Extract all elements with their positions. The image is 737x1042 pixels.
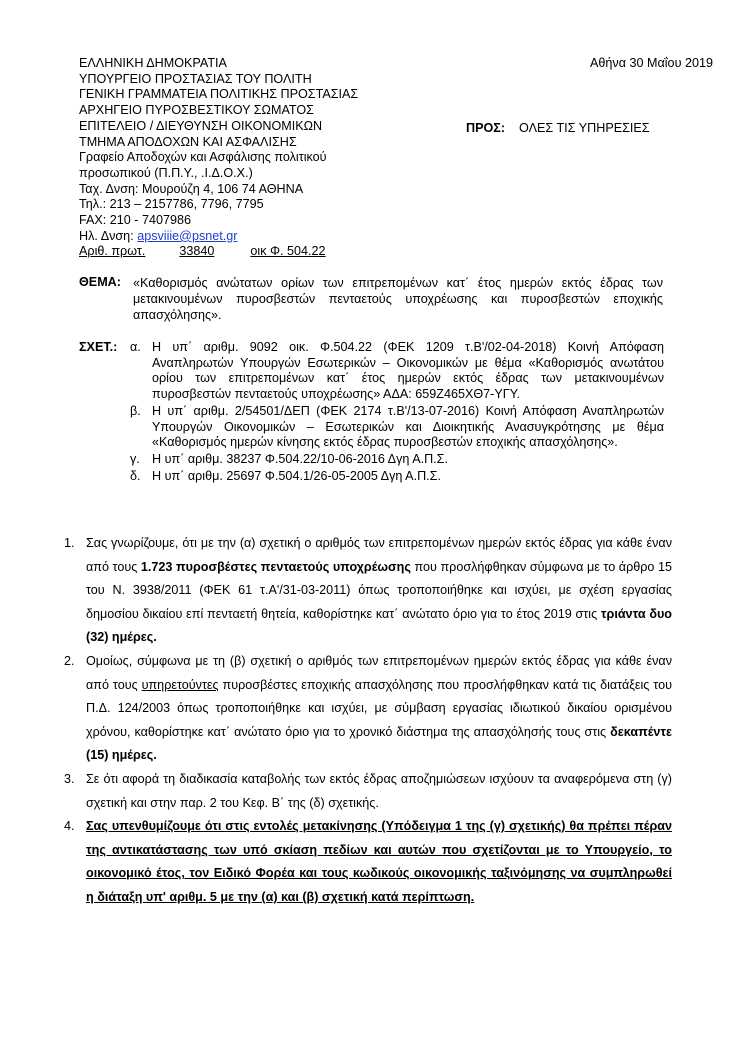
- email-label: Ηλ. Δνση:: [79, 228, 134, 243]
- protocol-label: Αριθ. πρωτ.: [79, 244, 146, 259]
- recipient-block: [466, 121, 650, 135]
- emphasis-text: 1.723 πυροσβέστες πενταετούς υποχρέωσης: [140, 559, 411, 574]
- recipient-label: ΠΡΟΣ:: [466, 121, 506, 135]
- subject-text: «Καθορισμός ανώτατων ορίων των επιτρεπομένων κατ΄ έτος ημερών εκτός έδρας των μετακινουμένων πυροσβεστών πενταετούς υποχρέωσης και πυροσβεστών εποχικής απασχόλησης».: [133, 276, 663, 322]
- sender-line: ΕΛΛΗΝΙΚΗ ΔΗΜΟΚΡΑΤΙΑ: [79, 56, 227, 70]
- reference-text: Η υπ΄ αριθμ. 25697 Φ.504.1/26-05-2005 Δγη Α.Π.Σ.: [152, 468, 441, 483]
- reference-item: [130, 469, 664, 485]
- sender-line: ΑΡΧΗΓΕΙΟ ΠΥΡΟΣΒΕΣΤΙΚΟΥ ΣΩΜΑΤΟΣ: [79, 103, 314, 118]
- reference-mark: β.: [130, 403, 141, 418]
- paragraph-text: Ομοίως, σύμφωνα με τη (β) σχετική ο αριθμός των επιτρεπομένων ημερών εκτός έδρας για κάθε έναν από τους υπηρετούντες πυροσβέστες εποχικής απασχόλησης που προσλήφθηκαν κατά τις διατάξεις του Π.Δ. 124/2003 όπως τροποποιήθηκε και ισχύει, με σύμβαση εργασίας ιδιωτικού δικαίου ορισμένου χρόνου, καθορίστηκε κατ΄ ανώτατο όριο για το χρονικό διάστημα της απασχόλησής τους στις δεκαπέντε (15) ημέρες.: [86, 653, 672, 763]
- paragraph-2: [64, 650, 672, 768]
- sender-line: ΕΠΙΤΕΛΕΙΟ / ΔΙΕΥΘΥΝΣΗ ΟΙΚΟΝΟΜΙΚΩΝ: [79, 118, 323, 133]
- emphasis-text: Σας υπενθυμίζουμε ότι στις εντολές μετακίνησης (Υπόδειγμα 1 της (γ) σχετικής) θα πρέπει πέραν της αντικατάστασης των υπό σκίαση πεδίων και αυτών που σχετίζονται με το Υπουργείο, το οικονομικό έτος, τον Ειδικό Φορέα και τους κωδικούς οικονομικής ταξινόμησης να συμπληρωθεί η διάταξη υπ' αριθμ. 5 με την (α) και (β) σχετική κατά περίπτωση.: [86, 819, 672, 904]
- paragraph-number: 4.: [64, 819, 75, 834]
- paragraph-number: 2.: [64, 653, 75, 668]
- email-link[interactable]: apsviiie@psnet.gr: [137, 228, 238, 243]
- sender-line: προσωπικού (Π.Π.Υ., .Ι.Δ.Ο.Χ.): [79, 165, 253, 180]
- reference-mark: δ.: [130, 468, 141, 483]
- underlined-text: υπηρετούντες: [141, 677, 219, 692]
- paragraph-text: [86, 815, 672, 909]
- reference-mark: α.: [130, 340, 141, 354]
- sender-line: ΓΕΝΙΚΗ ΓΡΑΜΜΑΤΕΙΑ ΠΟΛΙΤΙΚΗΣ ΠΡΟΣΤΑΣΙΑΣ: [79, 87, 359, 102]
- paragraph-number: 3.: [64, 771, 75, 786]
- protocol-number: 33840: [179, 244, 215, 259]
- references-list: [130, 340, 664, 484]
- protocol-line: [79, 244, 409, 260]
- document-body: [64, 532, 672, 910]
- reference-mark: γ.: [130, 451, 140, 466]
- document-date: Αθήνα 30 Μαΐου 2019: [590, 56, 713, 70]
- sender-line: Ταχ. Δνση: Μουρούζη 4, 106 74 ΑΘΗΝΑ: [79, 181, 304, 196]
- reference-item: [130, 404, 664, 451]
- emphasis-text: τριάντα δυο (32) ημέρες.: [86, 606, 672, 645]
- reference-text: Η υπ΄ αριθμ. 2/54501/ΔΕΠ (ΦΕΚ 2174 τ.Β'/13-07-2016) Κοινή Απόφαση Αναπληρωτών Υπουργών Οικονομικών – Εσωτερικών και Διοικητικής Ανασυγκρότησης με θέμα «Καθορισμός ημερών κίνησης εκτός έδρας πυροσβεστών εποχικής απασχόλησης».: [152, 403, 664, 450]
- paragraph-3: [64, 768, 672, 815]
- protocol-file: οικ Φ. 504.22: [250, 244, 326, 259]
- sender-line: Γραφείο Αποδοχών και Ασφάλισης πολιτικού: [79, 150, 327, 165]
- email-line: [79, 229, 409, 245]
- paragraph-text: Σε ότι αφορά τη διαδικασία καταβολής των εκτός έδρας αποζημιώσεων ισχύουν τα αναφερόμενα στη (γ) σχετική και στην παρ. 2 του Κεφ. Β΄ της (δ) σχετικής.: [86, 771, 672, 810]
- sender-line: Τηλ.: 213 – 2157786, 7796, 7795: [79, 197, 264, 212]
- reference-text: Η υπ΄ αριθμ. 38237 Φ.504.22/10-06-2016 Δγη Α.Π.Σ.: [152, 451, 448, 466]
- sender-block: [79, 56, 409, 260]
- paragraph-text: Σας γνωρίζουμε, ότι με την (α) σχετική ο αριθμός των επιτρεπομένων ημερών εκτός έδρας για κάθε έναν από τους 1.723 πυροσβέστες πενταετούς υποχρέωσης που προσλήφθηκαν σύμφωνα με το άρθρο 15 του Ν. 3938/2011 (ΦΕΚ 61 τ.Α'/31-03-2011) όπως τροποποιήθηκε και ισχύει, με σχέση εργασίας δημοσίου δικαίου επί πενταετή θητεία, καθορίστηκε κατ΄ ανώτατο όριο για το έτος 2019 στις τριάντα δυο (32) ημέρες.: [86, 536, 672, 645]
- paragraph-4: [64, 815, 672, 909]
- reference-item: [130, 452, 664, 468]
- paragraph-1: [64, 532, 672, 650]
- reference-text: Η υπ΄ αριθμ. 9092 οικ. Φ.504.22 (ΦΕΚ 1209 τ.Β'/02-04-2018) Κοινή Απόφαση Αναπληρωτών Υπουργών Εσωτερικών – Οικονομικών με θέμα «Καθορισμός ανωτάτου ορίου των επιτρεπομένων κατ΄ έτος ημερών εκτός έδρας των μετακινουμένων πυροσβεστών πενταετούς υποχρέωσης» ΑΔΑ: 659Ζ465ΧΘ7-ΥΓΥ.: [152, 340, 664, 402]
- emphasis-text: δεκαπέντε (15) ημέρες.: [86, 724, 672, 763]
- subject-label: ΘΕΜΑ:: [79, 275, 121, 289]
- reference-item: [130, 340, 664, 403]
- sender-line: ΤΜΗΜΑ ΑΠΟΔΟΧΩΝ ΚΑΙ ΑΣΦΑΛΙΣΗΣ: [79, 134, 297, 149]
- sender-line: ΥΠΟΥΡΓΕΙΟ ΠΡΟΣΤΑΣΙΑΣ ΤΟΥ ΠΟΛΙΤΗ: [79, 71, 312, 86]
- recipient-value: ΟΛΕΣ ΤΙΣ ΥΠΗΡΕΣΙΕΣ: [519, 121, 650, 135]
- paragraph-number: 1.: [64, 536, 75, 550]
- sender-line: FAX: 210 - 7407986: [79, 213, 192, 228]
- references-label: ΣΧΕΤ.:: [79, 340, 118, 354]
